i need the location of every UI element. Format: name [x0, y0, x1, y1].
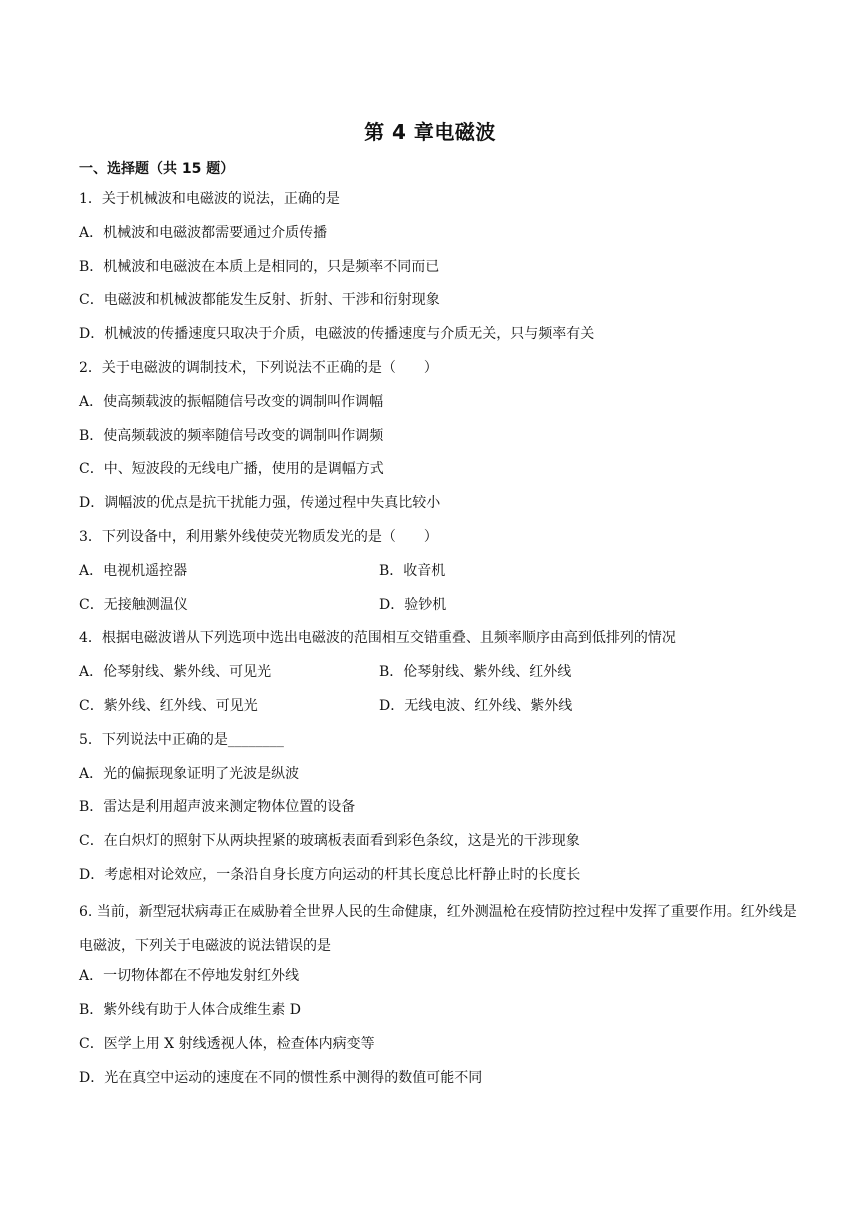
question-option: A．伦琴射线、紫外线、可见光	[79, 664, 272, 681]
question-option: A．一切物体都在不停地发射红外线	[79, 968, 300, 985]
question-option: D．验钞机	[379, 596, 447, 613]
option-row	[79, 693, 799, 727]
question-option: B．紫外线有助于人体合成维生素 D	[79, 1002, 301, 1019]
option-row	[79, 558, 799, 592]
question-stem: 1．关于机械波和电磁波的说法，正确的是	[79, 191, 340, 207]
question-option: A．使高频载波的振幅随信号改变的调制叫作调幅	[79, 393, 384, 410]
option-row	[79, 592, 799, 626]
question-option: C．在白炽灯的照射下从两块捏紧的玻璃板表面看到彩色条纹，这是光的干涉现象	[79, 833, 580, 850]
question-option: B．使高频载波的频率随信号改变的调制叫作调频	[79, 427, 384, 444]
question-stem: 6. 当前，新型冠状病毒正在威胁着全世界人民的生命健康，红外测温枪在疫情防控过程中发挥了重要作用。红外线是电磁波，下列关于电磁波的说法错误的是	[79, 903, 797, 954]
question-stem: 3．下列设备中，利用紫外线使荧光物质发光的是（ ）	[79, 528, 438, 545]
question-option: D．无线电波、红外线、紫外线	[379, 697, 573, 714]
question-option: C．紫外线、红外线、可见光	[79, 697, 258, 714]
question-option: A．电视机遥控器	[79, 562, 188, 579]
question-option: A．光的偏振现象证明了光波是纵波	[79, 765, 300, 782]
question-stem: 5．下列说法中正确的是________	[79, 731, 284, 748]
question-option: B．机械波和电磁波在本质上是相同的，只是频率不同而已	[79, 258, 440, 275]
question-stem: 2．关于电磁波的调制技术，下列说法不正确的是（ ）	[79, 359, 438, 376]
question-list	[79, 186, 799, 1099]
question-option: B．收音机	[379, 562, 446, 579]
question-stem: 4．根据电磁波谱从下列选项中选出电磁波的范围相互交错重叠、且频率顺序由高到低排列的情况	[79, 630, 676, 647]
question-option: A．机械波和电磁波都需要通过介质传播	[79, 224, 328, 241]
question-option: D．考虑相对论效应，一条沿自身长度方向运动的杆其长度总比杆静止时的长度长	[79, 866, 581, 883]
section-heading: 一、选择题（共 15 题）	[79, 161, 235, 177]
question-option: D．光在真空中运动的速度在不同的惯性系中测得的数值可能不同	[79, 1069, 483, 1086]
question-option: C．电磁波和机械波都能发生反射、折射、干涉和衍射现象	[79, 292, 440, 309]
question-option: C．中、短波段的无线电广播，使用的是调幅方式	[79, 461, 384, 478]
question-option: C．医学上用 X 射线透视人体，检查体内病变等	[79, 1035, 375, 1052]
question-option: D．机械波的传播速度只取决于介质，电磁波的传播速度与介质无关，只与频率有关	[79, 326, 595, 343]
question-option: B．雷达是利用超声波来测定物体位置的设备	[79, 799, 356, 816]
question-option: D．调幅波的优点是抗干扰能力强，传递过程中失真比较小	[79, 495, 441, 512]
option-row	[79, 659, 799, 693]
page-title: 第 4 章电磁波	[364, 120, 496, 144]
question-option: C．无接触测温仪	[79, 596, 188, 613]
question-option: B．伦琴射线、紫外线、红外线	[379, 664, 572, 681]
